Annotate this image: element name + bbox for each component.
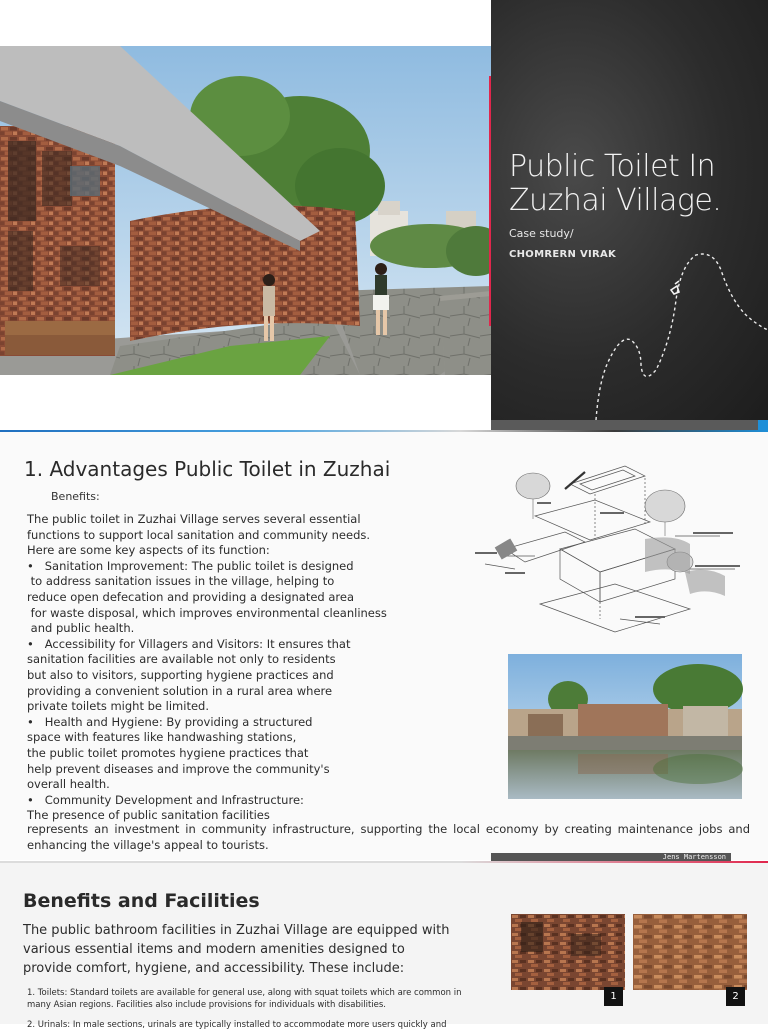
body-line: space with features like handwashing stations,	[27, 730, 297, 745]
body-line: for waste disposal, which improves environmental cleanliness	[27, 605, 387, 620]
title-panel	[491, 0, 768, 420]
advantages-heading: 1. Advantages Public Toilet in Zuzhai	[24, 457, 391, 481]
advantages-body	[27, 512, 387, 824]
title-slide	[0, 0, 768, 425]
benefits-label: Benefits:	[51, 490, 100, 503]
body-line: represents an investment in community infrastructure, supporting the local economy by creating maintenance jobs and	[27, 822, 750, 836]
body-line: • Community Development and Infrastructure:	[27, 792, 304, 807]
body-line: The public toilet in Zuzhai Village serves several essential	[27, 512, 361, 526]
brick-texture-thumbnail	[633, 914, 747, 990]
body-line: functions to support local sanitation and community needs.	[27, 527, 371, 542]
benefits-intro: The public bathroom facilities in Zuzhai Village are equipped with various essential items and modern amenities designed to provide comfort, hygiene, and accessibility. These include:	[23, 923, 450, 976]
body-line: enhancing the village's appeal to tourists.	[27, 837, 269, 852]
body-line: help prevent diseases and improve the community's	[27, 761, 330, 776]
body-line: reduce open defecation and providing a designated area	[27, 589, 355, 604]
toilet-exterior-photo	[0, 46, 491, 375]
body-line: • Accessibility for Villagers and Visitors: It ensures that	[27, 636, 351, 651]
body-line: but also to visitors, supporting hygiene practices and	[27, 667, 334, 682]
body-line: • Sanitation Improvement: The public toilet is designed	[27, 558, 354, 573]
photo-credit: Jens Martensson	[662, 853, 726, 861]
author-name: CHOMRERN VIRAK	[509, 249, 617, 260]
brick-wall-thumbnail	[511, 914, 625, 990]
thumbnail-number-badge: 1	[604, 987, 623, 1006]
benefits-facilities-slide	[0, 863, 768, 1030]
body-line: overall health.	[27, 777, 110, 792]
body-line: The presence of public sanitation facilities	[27, 808, 270, 823]
facility-item-toilets: 1. Toilets: Standard toilets are available for general use, along with squat toilets which are common in many Asian regions. Facilities also include provisions for individuals with disabilities.	[27, 988, 462, 1010]
body-line: and public health.	[27, 621, 135, 636]
facility-item-urinals: 2. Urinals: In male sections, urinals are typically installed to accommodate more users quickly and	[27, 1020, 447, 1030]
body-line: sanitation facilities are available not only to residents	[27, 652, 336, 667]
advantages-body-wide	[27, 822, 750, 853]
presentation-title: Public Toilet In Zuzhai Village.	[509, 149, 722, 218]
body-line: • Health and Hygiene: By providing a structured	[27, 714, 313, 729]
body-line: Here are some key aspects of its function:	[27, 543, 270, 558]
body-line: private toilets might be limited.	[27, 699, 209, 714]
body-line: the public toilet promotes hygiene practices that	[27, 745, 309, 760]
benefits-heading: Benefits and Facilities	[23, 890, 260, 912]
body-line: providing a convenient solution in a rural area where	[27, 683, 333, 698]
thumbnail-number-badge: 2	[726, 987, 745, 1006]
exploded-axonometric-diagram	[445, 444, 755, 644]
village-pond-photo	[508, 654, 742, 799]
footer-accent	[758, 420, 768, 430]
presentation-subtitle: Case study/	[509, 227, 574, 240]
footer-bar	[491, 420, 768, 430]
advantages-slide	[0, 432, 768, 860]
body-line: to address sanitation issues in the village, helping to	[27, 574, 335, 589]
